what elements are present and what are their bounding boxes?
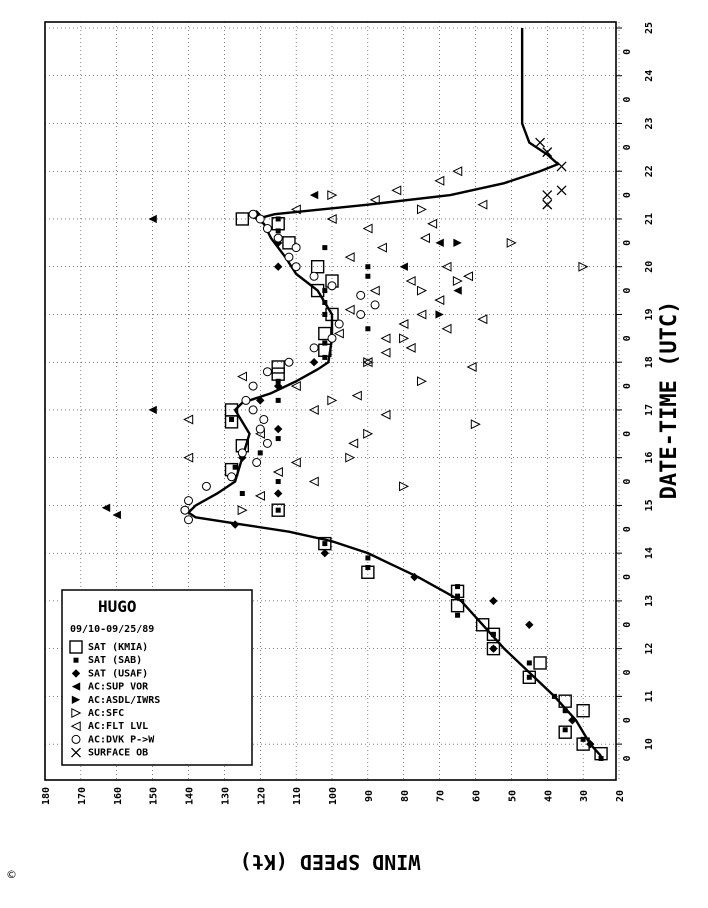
series-open-triangle-down: [238, 191, 587, 514]
data-point-open-triangle-up: [443, 325, 451, 333]
data-point-small-filled-square: [322, 355, 327, 360]
data-point-filled-diamond: [310, 358, 318, 366]
data-point-small-filled-square: [258, 450, 263, 455]
date-tick-label: 14: [644, 547, 655, 560]
speed-tick-label: 110: [292, 786, 304, 806]
date-minor-tick-label: 0: [622, 478, 633, 485]
date-minor-tick-label: 0: [622, 430, 633, 437]
data-point-open-triangle-up: [335, 329, 343, 337]
date-minor-tick-label: 0: [622, 335, 633, 342]
data-point-open-circle: [256, 425, 264, 433]
date-minor-tick-label: 0: [622, 669, 633, 676]
date-minor-tick-label: 0: [622, 621, 633, 628]
data-point-open-circle: [260, 415, 268, 423]
data-point-filled-triangle-up: [435, 239, 443, 247]
wind-speed-tick-labels: [41, 787, 626, 805]
legend-label: SAT (USAF): [88, 668, 149, 680]
data-point-open-circle: [335, 320, 343, 328]
data-point-open-square: [272, 361, 284, 373]
data-point-filled-triangle-up: [310, 191, 318, 199]
date-minor-tick-label: 0: [622, 239, 633, 246]
data-point-open-triangle-down: [238, 506, 246, 514]
data-point-open-circle: [263, 439, 271, 447]
series-filled-diamond: [231, 210, 595, 748]
data-point-open-circle: [285, 253, 293, 261]
data-point-filled-diamond: [568, 716, 576, 724]
y-axis-label-wrap: [240, 850, 421, 874]
data-point-open-circle: [185, 516, 193, 524]
date-minor-tick-label: 0: [622, 755, 633, 762]
legend-subtitle: 09/10-09/25/89: [70, 624, 155, 635]
data-point-open-triangle-down: [471, 420, 479, 428]
data-point-small-filled-square: [322, 541, 327, 546]
x-axis-label: DATE-TIME (UTC): [657, 300, 682, 500]
data-point-open-circle: [185, 497, 193, 505]
legend-label: SAT (KMIA): [88, 642, 149, 653]
data-point-open-circle: [292, 263, 300, 271]
data-point-open-triangle-up: [310, 477, 318, 485]
date-tick-label: 17: [644, 403, 655, 416]
data-point-open-circle: [181, 506, 189, 514]
data-point-small-filled-square: [491, 632, 496, 637]
date-tick-label: 25: [644, 21, 655, 35]
data-point-open-triangle-up: [382, 411, 390, 419]
data-point-open-circle: [371, 301, 379, 309]
data-point-small-filled-square: [276, 508, 281, 513]
speed-tick-label: 40: [543, 789, 555, 803]
data-point-open-triangle-up: [346, 253, 354, 261]
data-point-small-filled-square: [455, 594, 460, 599]
data-point-open-triangle-up: [468, 363, 476, 371]
data-point-open-triangle-up: [378, 243, 386, 251]
data-point-open-triangle-up: [382, 334, 390, 342]
data-point-small-filled-square: [276, 479, 281, 484]
data-point-cross: [543, 200, 552, 209]
data-point-small-filled-square: [322, 312, 327, 317]
date-minor-tick-label: 0: [622, 96, 633, 103]
data-point-open-triangle-up: [407, 344, 415, 352]
data-point-open-circle: [249, 382, 257, 390]
data-point-open-circle: [228, 473, 236, 481]
data-point-open-triangle-up: [371, 286, 379, 294]
y-axis-label: WIND SPEED (Kt): [239, 850, 421, 874]
date-minor-tick-label: 0: [622, 717, 633, 724]
data-point-small-filled-square: [240, 491, 245, 496]
data-point-filled-diamond: [489, 644, 497, 652]
data-point-small-filled-square: [276, 216, 281, 221]
data-point-open-triangle-up: [464, 272, 472, 280]
data-point-open-circle: [263, 368, 271, 376]
series-open-triangle-up: [184, 167, 487, 500]
date-tick-label: 15: [644, 499, 655, 512]
data-point-filled-triangle-up: [113, 511, 121, 519]
legend-label: SAT (SAB): [88, 655, 143, 667]
date-tick-label: 20: [644, 260, 655, 273]
legend-label: AC:DVK P->W: [88, 734, 155, 746]
data-point-filled-triangle-down: [435, 310, 443, 318]
data-point-open-circle: [249, 406, 257, 414]
speed-tick-label: 100: [328, 786, 339, 806]
data-point-filled-diamond: [274, 489, 282, 497]
date-tick-label: 24: [644, 69, 655, 82]
date-minor-tick-label: 0: [622, 192, 633, 199]
date-tick-label: 22: [644, 165, 655, 178]
legend-label: AC:ASDL/IWRS: [88, 694, 161, 706]
speed-tick-label: 50: [507, 789, 519, 803]
speed-tick-label: 80: [399, 789, 411, 803]
data-point-cross: [557, 162, 566, 171]
date-minor-tick-label: 0: [622, 383, 633, 390]
speed-tick-label: 130: [220, 786, 232, 806]
data-point-open-circle: [202, 482, 210, 490]
data-point-open-circle: [357, 291, 365, 299]
data-point-open-circle: [249, 210, 257, 218]
data-point-open-circle: [242, 396, 250, 404]
data-point-open-circle: [328, 282, 336, 290]
speed-tick-label: 150: [148, 786, 160, 806]
series-open-circle: [181, 210, 379, 524]
data-point-small-filled-square: [365, 264, 370, 269]
data-point-open-triangle-up: [428, 220, 436, 228]
data-point-open-triangle-down: [328, 396, 336, 404]
speed-tick-label: 90: [363, 789, 375, 803]
data-point-small-filled-square: [365, 555, 370, 560]
date-tick-label: 12: [644, 642, 655, 655]
data-point-small-filled-square: [276, 436, 281, 441]
date-tick-label: 10: [644, 738, 655, 751]
data-point-small-filled-square: [233, 465, 238, 470]
data-point-open-triangle-up: [435, 177, 443, 185]
speed-tick-label: 170: [76, 786, 88, 806]
speed-tick-label: 70: [435, 789, 447, 803]
data-point-open-triangle-up: [421, 234, 429, 242]
data-point-open-square: [236, 213, 248, 225]
data-point-small-filled-square: [365, 565, 370, 570]
series-open-square: [226, 213, 608, 760]
data-point-filled-triangle-up: [148, 215, 156, 223]
data-point-small-filled-square: [563, 708, 568, 713]
x-axis-label-wrap: [657, 301, 682, 500]
data-point-open-circle: [292, 244, 300, 252]
data-point-open-triangle-up: [238, 372, 246, 380]
data-point-open-triangle-up: [349, 439, 357, 447]
data-point-filled-diamond: [489, 597, 497, 605]
legend-title: HUGO: [98, 597, 137, 616]
data-point-open-circle: [328, 334, 336, 342]
speed-tick-label: 180: [41, 786, 52, 806]
date-tick-label: 11: [644, 690, 655, 703]
data-point-filled-diamond: [274, 263, 282, 271]
data-point-small-filled-square: [365, 274, 370, 279]
data-point-open-triangle-up: [353, 391, 361, 399]
data-point-small-filled-square: [365, 326, 370, 331]
date-minor-tick-label: 0: [622, 144, 633, 151]
data-point-filled-diamond: [274, 425, 282, 433]
data-point-small-filled-square: [455, 613, 460, 618]
data-point-open-triangle-up: [435, 296, 443, 304]
date-minor-tick-label: 0: [622, 48, 633, 55]
stray-mark: ©: [6, 868, 17, 881]
legend-label: AC:SFC: [88, 708, 125, 719]
legend-symbol-small-filled-square: [74, 658, 79, 663]
date-tick-label: 21: [644, 212, 655, 225]
data-point-small-filled-square: [527, 660, 532, 665]
data-point-open-triangle-up: [274, 468, 282, 476]
data-point-filled-triangle-down: [453, 239, 461, 247]
data-point-open-circle: [310, 272, 318, 280]
data-point-small-filled-square: [563, 727, 568, 732]
date-minor-tick-label: 0: [622, 526, 633, 533]
date-minor-tick-label: 0: [622, 574, 633, 581]
data-point-open-triangle-up: [382, 348, 390, 356]
legend-label: AC:SUP VOR: [88, 681, 149, 693]
data-point-open-triangle-up: [478, 200, 486, 208]
data-point-open-triangle-down: [417, 205, 425, 213]
data-point-filled-diamond: [231, 520, 239, 528]
data-point-open-circle: [310, 344, 318, 352]
data-point-open-triangle-up: [478, 315, 486, 323]
data-point-open-circle: [256, 215, 264, 223]
data-point-open-square: [272, 368, 284, 380]
data-point-small-filled-square: [276, 228, 281, 233]
speed-tick-label: 30: [579, 789, 591, 803]
data-point-small-filled-square: [599, 756, 604, 761]
data-point-open-triangle-down: [417, 377, 425, 385]
data-point-open-circle: [263, 225, 271, 233]
data-point-open-triangle-up: [346, 305, 354, 313]
data-point-cross: [557, 186, 566, 195]
speed-tick-label: 120: [256, 786, 268, 806]
date-tick-label: 16: [644, 451, 655, 464]
date-tick-label: 18: [644, 356, 655, 369]
data-point-open-triangle-up: [392, 186, 400, 194]
data-point-small-filled-square: [276, 398, 281, 403]
legend-label: AC:FLT LVL: [88, 721, 149, 733]
legend-label: SURFACE OB: [88, 747, 149, 759]
date-minor-tick-label: 0: [622, 287, 633, 294]
data-point-open-circle: [357, 310, 365, 318]
data-point-open-circle: [285, 358, 293, 366]
data-point-filled-triangle-up: [453, 286, 461, 294]
data-point-open-circle: [253, 458, 261, 466]
data-point-filled-triangle-up: [102, 504, 110, 512]
data-point-open-circle: [238, 449, 246, 457]
data-point-small-filled-square: [322, 341, 327, 346]
data-point-small-filled-square: [229, 417, 234, 422]
data-point-cross: [536, 138, 545, 147]
legend: [62, 590, 252, 765]
data-point-small-filled-square: [552, 694, 557, 699]
speed-tick-label: 20: [615, 789, 626, 803]
date-tick-label: 19: [644, 308, 655, 321]
speed-tick-label: 60: [471, 789, 483, 803]
data-point-filled-triangle-up: [400, 263, 408, 271]
data-point-small-filled-square: [322, 288, 327, 293]
data-point-small-filled-square: [455, 584, 460, 589]
data-point-open-triangle-down: [417, 286, 425, 294]
data-point-open-triangle-up: [364, 224, 372, 232]
date-tick-label: 13: [644, 594, 655, 607]
data-point-small-filled-square: [527, 675, 532, 680]
data-point-open-triangle-down: [453, 277, 461, 285]
data-point-open-triangle-up: [407, 277, 415, 285]
date-tick-label: 23: [644, 117, 655, 130]
data-point-small-filled-square: [322, 300, 327, 305]
data-point-open-square: [534, 657, 546, 669]
date-tick-labels: [622, 22, 655, 761]
speed-tick-label: 160: [112, 786, 124, 806]
data-point-small-filled-square: [581, 737, 586, 742]
data-point-open-circle: [274, 234, 282, 242]
data-point-small-filled-square: [322, 245, 327, 250]
legend-symbol-open-circle: [72, 735, 80, 743]
data-point-filled-diamond: [525, 621, 533, 629]
speed-tick-label: 140: [184, 786, 196, 806]
